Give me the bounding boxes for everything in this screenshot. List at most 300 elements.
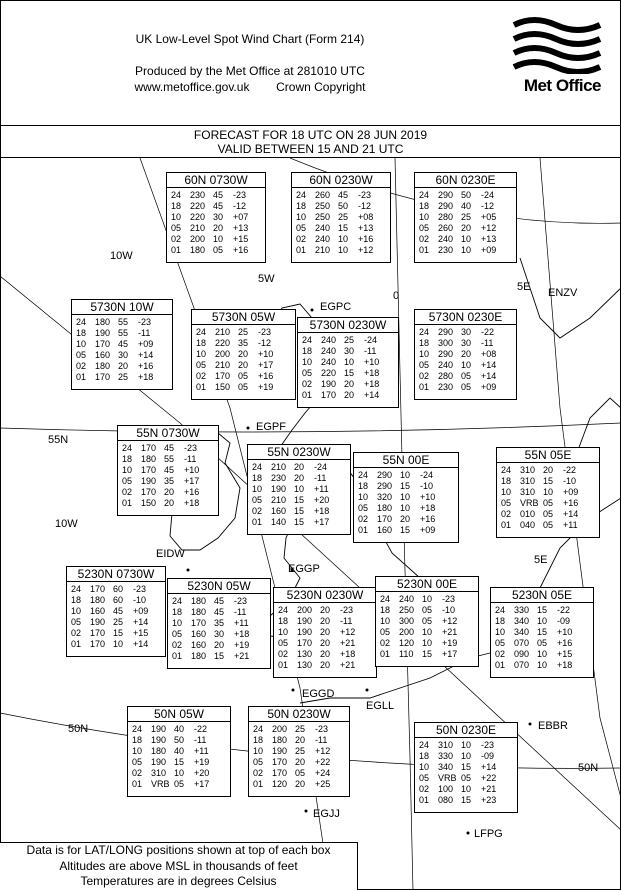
speed-cell: 45 (113, 606, 124, 616)
altitude-cell: 02 (358, 514, 369, 524)
altitude-cell: 02 (76, 361, 87, 371)
temperature-cell: +17 (314, 517, 330, 527)
temperature-cell: +05 (481, 212, 497, 222)
spot-wind-box-title: 60N 0230E (415, 173, 516, 188)
direction-cell: 190 (141, 476, 157, 486)
direction-cell: 140 (271, 517, 287, 527)
speed-cell: 05 (238, 382, 249, 392)
direction-cell: 170 (90, 628, 106, 638)
spot-wind-row (419, 784, 517, 795)
spot-wind-row (172, 596, 270, 607)
spot-wind-row (358, 525, 458, 536)
speed-cell: 20 (320, 660, 331, 670)
chart-title: UK Low-Level Spot Wind Chart (Form 214) (135, 32, 365, 46)
direction-cell: 310 (520, 465, 536, 475)
spot-wind-row (380, 649, 478, 660)
altitude-cell: 01 (76, 372, 87, 382)
spot-wind-rows (248, 460, 350, 528)
spot-wind-row (278, 616, 376, 627)
speed-cell: 25 (118, 372, 129, 382)
spot-wind-row (501, 520, 599, 531)
direction-cell: 160 (377, 525, 393, 535)
altitude-cell: 24 (380, 594, 391, 604)
spot-wind-row (495, 627, 593, 638)
temperature-cell: +17 (194, 779, 210, 789)
altitude-cell: 05 (495, 638, 506, 648)
airport-eggp: EGGP (288, 563, 320, 575)
temperature-cell: -12 (481, 201, 495, 211)
altitude-cell: 18 (122, 454, 133, 464)
spot-wind-box (117, 425, 219, 516)
forecast-header (0, 128, 621, 156)
airport-dot-egll (366, 689, 369, 692)
spot-wind-row (171, 190, 265, 201)
spot-wind-row (302, 335, 398, 346)
spot-wind-row (71, 584, 165, 595)
temperature-cell: -24 (314, 462, 328, 472)
spot-wind-rows (376, 592, 478, 660)
direction-cell: 310 (520, 487, 536, 497)
spot-wind-row (419, 360, 516, 371)
altitude-cell: 02 (253, 768, 264, 778)
spot-wind-box-title: 5230N 0230W (274, 588, 376, 603)
spot-wind-row (171, 223, 265, 234)
spot-wind-row (302, 390, 398, 401)
temperature-cell: +19 (258, 382, 274, 392)
altitude-cell: 10 (495, 627, 506, 637)
temperature-cell: +07 (233, 212, 249, 222)
altitude-cell: 10 (172, 618, 183, 628)
altitude-cell: 18 (76, 328, 87, 338)
altitude-cell: 10 (278, 627, 289, 637)
temperature-cell: +11 (563, 520, 578, 530)
spot-wind-row (122, 465, 218, 476)
spot-wind-box (353, 452, 459, 543)
direction-cell: 170 (90, 584, 106, 594)
temperature-cell: +12 (340, 627, 356, 637)
spot-wind-box-title: 5730N 05W (192, 310, 295, 325)
direction-cell: 190 (297, 627, 313, 637)
speed-cell: 20 (461, 223, 472, 233)
speed-cell: 10 (537, 616, 548, 626)
temperature-cell: +12 (358, 245, 374, 255)
spot-wind-box-title: 55N 0230W (248, 445, 350, 460)
met-office-logo-text: Met Office (523, 76, 601, 95)
direction-cell: 130 (297, 660, 313, 670)
spot-wind-box (66, 566, 166, 657)
direction-cell: 290 (438, 327, 454, 337)
temperature-cell: -10 (133, 595, 147, 605)
direction-cell: 230 (190, 190, 206, 200)
direction-cell: 180 (141, 454, 157, 464)
altitude-cell: 10 (196, 349, 207, 359)
altitude-cell: 01 (252, 517, 263, 527)
direction-cell: 070 (514, 660, 530, 670)
altitude-cell: 02 (172, 640, 183, 650)
direction-cell: 180 (95, 361, 111, 371)
temperature-cell: -23 (315, 724, 329, 734)
altitude-cell: 02 (495, 649, 506, 659)
speed-cell: 30 (461, 327, 472, 337)
produced-line: Produced by the Met Office at 281010 UTC (135, 64, 365, 78)
temperature-cell: -09 (481, 751, 495, 761)
speed-cell: 45 (214, 607, 225, 617)
temperature-cell: +08 (358, 212, 374, 222)
footer-line-temperatures: Temperatures are in degrees Celsius (80, 874, 277, 888)
direction-cell: 210 (215, 327, 231, 337)
altitude-cell: 05 (296, 223, 307, 233)
spot-wind-box (490, 587, 594, 678)
speed-cell: 10 (461, 784, 472, 794)
spot-wind-row (358, 514, 458, 525)
direction-cell: 180 (272, 735, 288, 745)
direction-cell: 160 (95, 350, 111, 360)
altitude-cell: 18 (419, 338, 430, 348)
spot-wind-row (132, 735, 230, 746)
direction-cell: 230 (271, 473, 287, 483)
spot-wind-box-title: 5730N 0230E (415, 310, 516, 325)
temperature-cell: +14 (364, 390, 380, 400)
altitude-cell: 18 (419, 751, 430, 761)
spot-wind-row (380, 605, 478, 616)
spot-wind-rows (118, 441, 218, 509)
altitude-cell: 24 (501, 465, 512, 475)
speed-cell: 20 (213, 223, 224, 233)
direction-cell: 310 (520, 476, 536, 486)
altitude-cell: 01 (302, 390, 313, 400)
airport-dot-egpf (247, 427, 250, 430)
speed-cell: 10 (461, 751, 472, 761)
speed-cell: 15 (400, 525, 411, 535)
direction-cell: 010 (520, 509, 536, 519)
temperature-cell: -24 (364, 335, 378, 345)
spot-wind-box (247, 444, 351, 535)
speed-cell: 25 (113, 617, 124, 627)
speed-cell: 45 (338, 190, 349, 200)
speed-cell: 10 (113, 639, 124, 649)
direction-cell: 200 (215, 349, 231, 359)
speed-cell: 05 (422, 616, 433, 626)
direction-cell: 320 (377, 492, 393, 502)
spot-wind-row (196, 338, 295, 349)
temperature-cell: +09 (563, 487, 579, 497)
direction-cell: 250 (315, 212, 331, 222)
altitude-cell: 18 (495, 616, 506, 626)
speed-cell: 25 (338, 212, 349, 222)
speed-cell: 10 (543, 487, 554, 497)
speed-cell: 10 (213, 234, 224, 244)
spot-wind-box (191, 309, 296, 400)
altitude-cell: 10 (71, 606, 82, 616)
speed-cell: 55 (118, 317, 129, 327)
label-50n-east: 50N (578, 762, 599, 774)
temperature-cell: +16 (358, 234, 374, 244)
altitude-cell: 05 (358, 503, 369, 513)
spot-wind-rows (292, 188, 390, 256)
spot-wind-row (296, 201, 390, 212)
temperature-cell: -22 (194, 724, 208, 734)
label-5w: 5W (258, 273, 275, 285)
footer-line-altitudes: Altitudes are above MSL in thousands of feet (59, 858, 298, 873)
spot-wind-rows (128, 722, 230, 790)
spot-wind-row (172, 618, 270, 629)
altitude-cell: 18 (296, 201, 307, 211)
direction-cell: 280 (438, 212, 454, 222)
spot-wind-box-title: 50N 0230E (415, 723, 517, 738)
temperature-cell: +10 (184, 465, 200, 475)
direction-cell: 070 (514, 638, 530, 648)
speed-cell: 20 (294, 473, 305, 483)
temperature-cell: -23 (340, 605, 354, 615)
direction-cell: 180 (191, 596, 207, 606)
spot-wind-row (501, 509, 599, 520)
direction-cell: 290 (438, 201, 454, 211)
direction-cell: 160 (191, 640, 207, 650)
airport-ebbr: EBBR (538, 720, 568, 732)
direction-cell: 260 (315, 190, 331, 200)
speed-cell: 45 (164, 443, 175, 453)
direction-cell: 310 (151, 768, 167, 778)
altitude-cell: 10 (419, 212, 430, 222)
spot-wind-row (252, 495, 350, 506)
direction-cell: 170 (90, 639, 106, 649)
speed-cell: 20 (295, 757, 306, 767)
altitude-cell: 05 (278, 638, 289, 648)
speed-cell: 15 (344, 368, 355, 378)
direction-cell: 260 (438, 223, 454, 233)
speed-cell: 15 (543, 476, 554, 486)
spot-wind-row (122, 487, 218, 498)
direction-cell: 290 (377, 481, 393, 491)
altitude-cell: 24 (296, 190, 307, 200)
spot-wind-box-title: 60N 0230W (292, 173, 390, 188)
temperature-cell: +13 (358, 223, 374, 233)
speed-cell: 10 (422, 594, 433, 604)
spot-wind-rows (497, 463, 599, 531)
altitude-cell: 02 (252, 506, 263, 516)
spot-wind-row (171, 201, 265, 212)
spot-wind-row (252, 473, 350, 484)
direction-cell: 180 (377, 503, 393, 513)
altitude-cell: 01 (358, 525, 369, 535)
direction-cell: 250 (315, 201, 331, 211)
temperature-cell: -11 (234, 607, 247, 617)
direction-cell: 180 (151, 746, 167, 756)
temperature-cell: +18 (314, 506, 330, 516)
speed-cell: 35 (238, 338, 249, 348)
direction-cell: 220 (190, 212, 206, 222)
altitude-cell: 24 (419, 740, 430, 750)
temperature-cell: +15 (133, 628, 149, 638)
direction-cell: 170 (95, 372, 111, 382)
altitude-cell: 18 (253, 735, 264, 745)
direction-cell: 150 (141, 498, 157, 508)
spot-wind-row (419, 201, 516, 212)
footer-line-positions: Data is for LAT/LONG positions shown at top of each box (26, 843, 331, 857)
spot-wind-box (375, 576, 479, 667)
speed-cell: 55 (118, 328, 129, 338)
speed-cell: 15 (461, 762, 472, 772)
altitude-cell: 02 (501, 509, 512, 519)
spot-wind-row (296, 190, 390, 201)
spot-wind-row (419, 795, 517, 806)
temperature-cell: -23 (442, 594, 456, 604)
direction-cell: 340 (514, 627, 530, 637)
spot-wind-row (501, 498, 599, 509)
spot-wind-row (380, 627, 478, 638)
direction-cell: 240 (399, 594, 415, 604)
speed-cell: 15 (400, 481, 411, 491)
temperature-cell: -11 (315, 735, 328, 745)
spot-wind-box-title: 5730N 0230W (298, 318, 398, 333)
direction-cell: 190 (271, 484, 287, 494)
temperature-cell: +22 (481, 773, 497, 783)
spot-wind-row (495, 605, 593, 616)
altitude-cell: 01 (122, 498, 133, 508)
direction-cell: 220 (321, 368, 337, 378)
direction-cell: 240 (321, 346, 337, 356)
direction-cell: 210 (271, 462, 287, 472)
label-55n: 55N (48, 434, 69, 446)
spot-wind-row (76, 350, 172, 361)
spot-wind-row (122, 454, 218, 465)
altitude-cell: 18 (132, 735, 143, 745)
website-text[interactable]: www.metoffice.gov.uk (134, 80, 250, 94)
speed-cell: 25 (344, 335, 355, 345)
spot-wind-rows (415, 738, 517, 806)
spot-wind-box (414, 309, 517, 400)
speed-cell: 45 (164, 465, 175, 475)
speed-cell: 05 (461, 382, 472, 392)
temperature-cell: -23 (138, 317, 152, 327)
altitude-cell: 01 (132, 779, 143, 789)
website-line (0, 80, 500, 94)
spot-wind-box-title: 5230N 05E (491, 588, 593, 603)
altitude-cell: 24 (278, 605, 289, 615)
spot-wind-row (495, 649, 593, 660)
temperature-cell: +09 (420, 525, 436, 535)
altitude-cell: 18 (171, 201, 182, 211)
spot-wind-row (253, 724, 349, 735)
speed-cell: 30 (461, 338, 472, 348)
temperature-cell: -11 (184, 454, 197, 464)
altitude-cell: 02 (122, 487, 133, 497)
direction-cell: 190 (151, 735, 167, 745)
spot-wind-box-title: 55N 00E (354, 453, 458, 468)
spot-wind-box-title: 5230N 00E (376, 577, 478, 592)
spot-wind-row (196, 327, 295, 338)
airport-lfpg: LFPG (474, 828, 503, 840)
temperature-cell: -12 (258, 338, 272, 348)
temperature-cell: +21 (340, 660, 356, 670)
spot-wind-box (167, 578, 271, 669)
spot-wind-row (122, 443, 218, 454)
altitude-cell: 01 (501, 520, 512, 530)
spot-wind-rows (249, 722, 349, 790)
speed-cell: 05 (213, 245, 224, 255)
temperature-cell: -12 (358, 201, 372, 211)
altitude-cell: 05 (76, 350, 87, 360)
speed-cell: 25 (295, 746, 306, 756)
speed-cell: 05 (543, 498, 554, 508)
temperature-cell: -10 (442, 605, 456, 615)
temperature-cell: -11 (481, 338, 494, 348)
altitude-cell: 01 (172, 651, 183, 661)
altitude-cell: 18 (196, 338, 207, 348)
temperature-cell: +18 (340, 649, 356, 659)
direction-cell: 180 (191, 651, 207, 661)
altitude-cell: 05 (171, 223, 182, 233)
spot-wind-rows (415, 188, 516, 256)
direction-cell: 210 (190, 223, 206, 233)
temperature-cell: -22 (481, 327, 495, 337)
direction-cell: 130 (297, 649, 313, 659)
direction-cell: 200 (272, 724, 288, 734)
direction-cell: 170 (191, 618, 207, 628)
spot-wind-row (419, 327, 516, 338)
spot-wind-row (296, 223, 390, 234)
spot-wind-row (358, 481, 458, 492)
altitude-cell: 01 (171, 245, 182, 255)
direction-cell: 170 (321, 390, 337, 400)
temperature-cell: -22 (557, 605, 571, 615)
spot-wind-row (419, 234, 516, 245)
speed-cell: 10 (400, 470, 411, 480)
forecast-time: FORECAST FOR 18 UTC ON 28 JUN 2019 (193, 128, 428, 142)
temperature-cell: +11 (314, 484, 329, 494)
spot-wind-row (495, 638, 593, 649)
direction-cell: 170 (95, 339, 111, 349)
temperature-cell: +18 (420, 503, 436, 513)
temperature-cell: -23 (133, 584, 147, 594)
airport-egpc: EGPC (320, 301, 352, 313)
speed-cell: 15 (174, 757, 185, 767)
direction-cell: 240 (438, 360, 454, 370)
spot-wind-row (253, 768, 349, 779)
speed-cell: 60 (113, 584, 124, 594)
direction-cell: 170 (141, 465, 157, 475)
spot-wind-row (252, 484, 350, 495)
direction-cell: 290 (438, 349, 454, 359)
temperature-cell: +14 (481, 762, 497, 772)
spot-wind-row (122, 476, 218, 487)
altitude-cell: 10 (419, 349, 430, 359)
airport-dot-lfpg (467, 832, 470, 835)
spot-wind-row (302, 379, 398, 390)
temperature-cell: -11 (340, 616, 353, 626)
spot-wind-row (122, 498, 218, 509)
direction-cell: 100 (438, 784, 454, 794)
spot-wind-box-title: 50N 0230W (249, 707, 349, 722)
spot-wind-rows (192, 325, 295, 393)
speed-cell: 35 (164, 476, 175, 486)
direction-cell: 190 (272, 746, 288, 756)
speed-cell: 30 (213, 212, 224, 222)
spot-wind-row (495, 660, 593, 671)
speed-cell: 25 (461, 212, 472, 222)
spot-wind-row (296, 245, 390, 256)
speed-cell: 20 (118, 361, 129, 371)
speed-cell: 20 (238, 360, 249, 370)
spot-wind-row (380, 616, 478, 627)
altitude-cell: 24 (253, 724, 264, 734)
speed-cell: 10 (344, 357, 355, 367)
spot-wind-row (171, 245, 265, 256)
speed-cell: 10 (461, 360, 472, 370)
temperature-cell: -24 (481, 190, 495, 200)
speed-cell: 20 (295, 779, 306, 789)
spot-wind-box-title: 60N 0730W (167, 173, 265, 188)
